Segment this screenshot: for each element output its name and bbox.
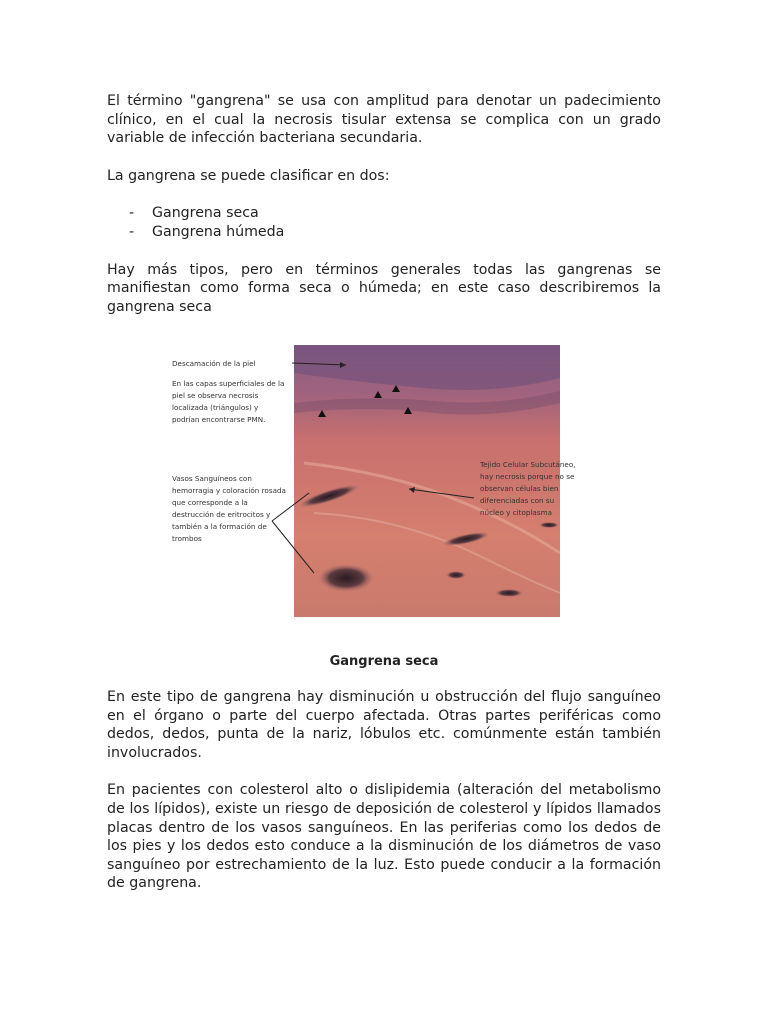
label-vessels-line: también a la formación de — [172, 522, 267, 531]
intro-paragraph: El término "gangrena" se usa con amplitud para denotar un padecimiento clínico, en el cual la necrosis tisular extensa se complica con un grado variable de infección bacteriana secundaria. — [107, 93, 661, 147]
label-vessels-line: trombos — [172, 534, 202, 543]
list-item — [107, 223, 661, 242]
gangrene-types-list — [107, 204, 661, 241]
types-paragraph: Hay más tipos, pero en términos generales todas las gangrenas se manifiestan como forma seca o húmeda; en este caso describiremos la gangrena seca — [107, 261, 661, 315]
label-tissue-line: diferenciadas con su — [480, 496, 555, 505]
label-vessels-line: destrucción de eritrocitos y — [172, 510, 271, 519]
list-item-label: Gangrena seca — [152, 205, 259, 222]
list-item-label: Gangrena húmeda — [152, 223, 285, 240]
micrograph-image — [294, 345, 560, 617]
label-necrosis-line: En las capas superficiales de la — [172, 379, 285, 388]
bottom-text-block — [107, 688, 661, 893]
label-tissue-line: núcleo y citoplasma — [480, 508, 552, 517]
label-tissue-line: hay necrosis porque no se — [480, 472, 575, 481]
list-dash: - — [129, 205, 135, 222]
histology-figure — [164, 343, 576, 618]
classification-paragraph: La gangrena se puede clasificar en dos: — [107, 167, 390, 184]
label-vessels-line: hemorragia y coloración rosada — [172, 486, 286, 495]
label-skin-desquamation: Descamación de la piel — [172, 359, 256, 368]
label-vessels-line: que corresponde a la — [172, 498, 248, 507]
top-text-block — [107, 92, 661, 316]
list-dash: - — [129, 223, 135, 240]
list-item — [107, 204, 661, 223]
cholesterol-paragraph: En pacientes con colesterol alto o dislipidemia (alteración del metabolismo de los lípidos), existe un riesgo de deposición de colesterol y lípidos llamados placas dentro de los vasos sanguíneos. En las periferias como los dedos de los pies y los dedos esto conduce a la disminución de los diámetros de vaso sanguíneo por estrechamiento de la luz. Esto puede conducir a la formación de gangrena. — [107, 782, 661, 892]
label-necrosis-line: podrían encontrarse PMN. — [172, 415, 266, 424]
label-necrosis-line: localizada (triángulos) y — [172, 403, 259, 412]
label-necrosis-line: piel se observa necrosis — [172, 391, 259, 400]
label-vessels-line: Vasos Sanguíneos con — [172, 474, 252, 483]
label-tissue-line: Tejido Celular Subcutáneo, — [480, 460, 576, 469]
figure-caption: Gangrena seca — [329, 654, 439, 669]
label-tissue-line: observan células bien — [480, 484, 559, 493]
dry-gangrene-paragraph: En este tipo de gangrena hay disminución u obstrucción del flujo sanguíneo en el órgano o parte del cuerpo afectada. Otras partes periféricas como dedos, dedos, punta de la nariz, lóbulos etc. comúnmente están también involucrados. — [107, 689, 661, 761]
